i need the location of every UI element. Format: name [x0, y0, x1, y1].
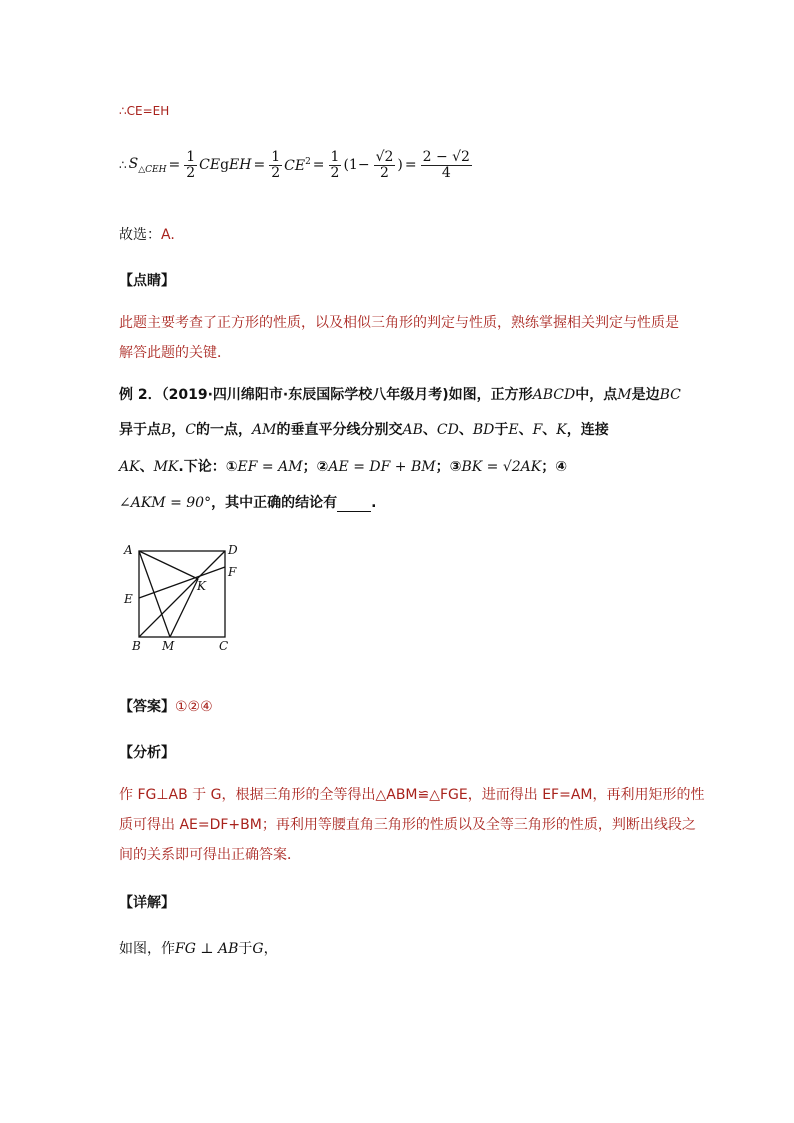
one-minus: (1−	[343, 157, 370, 174]
label-m: M	[162, 639, 175, 653]
label-k: K	[197, 579, 206, 593]
choice-line	[119, 224, 175, 244]
fraction-half-2: $\frac{1}{2}$	[271, 149, 281, 181]
example-line-4: ∠AKM = 90°，其中正确的结论有 .	[119, 495, 377, 511]
analysis-text	[119, 780, 704, 870]
label-f: F	[228, 565, 237, 579]
equals: =	[253, 157, 266, 174]
label-a: A	[124, 543, 133, 557]
therefore-symbol: ∴	[119, 158, 127, 173]
area-formula	[119, 150, 474, 180]
label-b: B	[132, 639, 141, 653]
example-line-1: 例 2．（2019·四川绵阳市·东辰国际学校八年级月考)如图，正方形ABCD中，点M是边BC	[119, 387, 681, 403]
dianjing-line-1: 此题主要考查了正方形的性质，以及相似三角形的判定与性质，熟练掌握相关判定与性质是	[119, 315, 679, 331]
label-d: D	[228, 543, 238, 557]
equals: =	[404, 157, 417, 174]
fraction-result: $\frac{2 - √2}{4}$	[422, 149, 470, 181]
answer-label: 【答案】	[119, 699, 175, 715]
choice-value: A.	[161, 227, 175, 243]
example-line-3: AK、MK.下论：①EF = AM；②AE = DF + BM；③BK = √2AK；④	[119, 459, 568, 475]
fraction-half-1: $\frac{1}{2}$	[186, 149, 196, 181]
term-ce-eh: CEgEH	[199, 157, 252, 174]
dianjing-heading: 【点睛】	[119, 273, 175, 289]
analysis-heading: 【分析】	[119, 745, 175, 761]
analysis-line-2: 质可得出 AE=DF+BM；再利用等腰直角三角形的性质以及全等三角形的性质，判断出线段之	[119, 817, 696, 833]
equals: =	[168, 157, 181, 174]
answer-line	[119, 696, 213, 716]
choice-prefix: 故选：	[119, 227, 161, 243]
example-line-2: 异于点B，C的一点，AM的垂直平分线分别交AB、CD、BD于E、F、K，连接	[119, 422, 609, 438]
area-symbol: $S_{\triangle CEH}$	[128, 155, 167, 175]
label-e: E	[124, 592, 133, 606]
square-figure	[118, 540, 250, 656]
analysis-line-3: 间的关系即可得出正确答案．	[119, 847, 301, 863]
answer-blank	[337, 497, 371, 512]
dianjing-line-2: 解答此题的关键．	[119, 345, 231, 361]
equals: =	[312, 157, 325, 174]
label-c: C	[219, 639, 229, 653]
fraction-root2-over-2: $\frac{√2}{2}$	[375, 149, 394, 181]
dianjing-text	[119, 308, 679, 368]
detail-heading: 【详解】	[119, 895, 175, 911]
detail-line: 如图，作FG ⊥ AB于G，	[119, 941, 278, 957]
term-ce-squared: $CE^2$	[284, 156, 311, 174]
fraction-half-3: $\frac{1}{2}$	[330, 149, 340, 181]
answer-value: ①②④	[175, 699, 213, 715]
segment-km	[170, 579, 198, 637]
line-ce-eq-eh: ∴CE=EH	[119, 104, 170, 118]
close-paren: )	[397, 157, 403, 174]
analysis-line-1: 作 FG⊥AB 于 G，根据三角形的全等得出△ABM≌△FGE，进而得出 EF=AM，再利用矩形的性	[119, 787, 705, 803]
